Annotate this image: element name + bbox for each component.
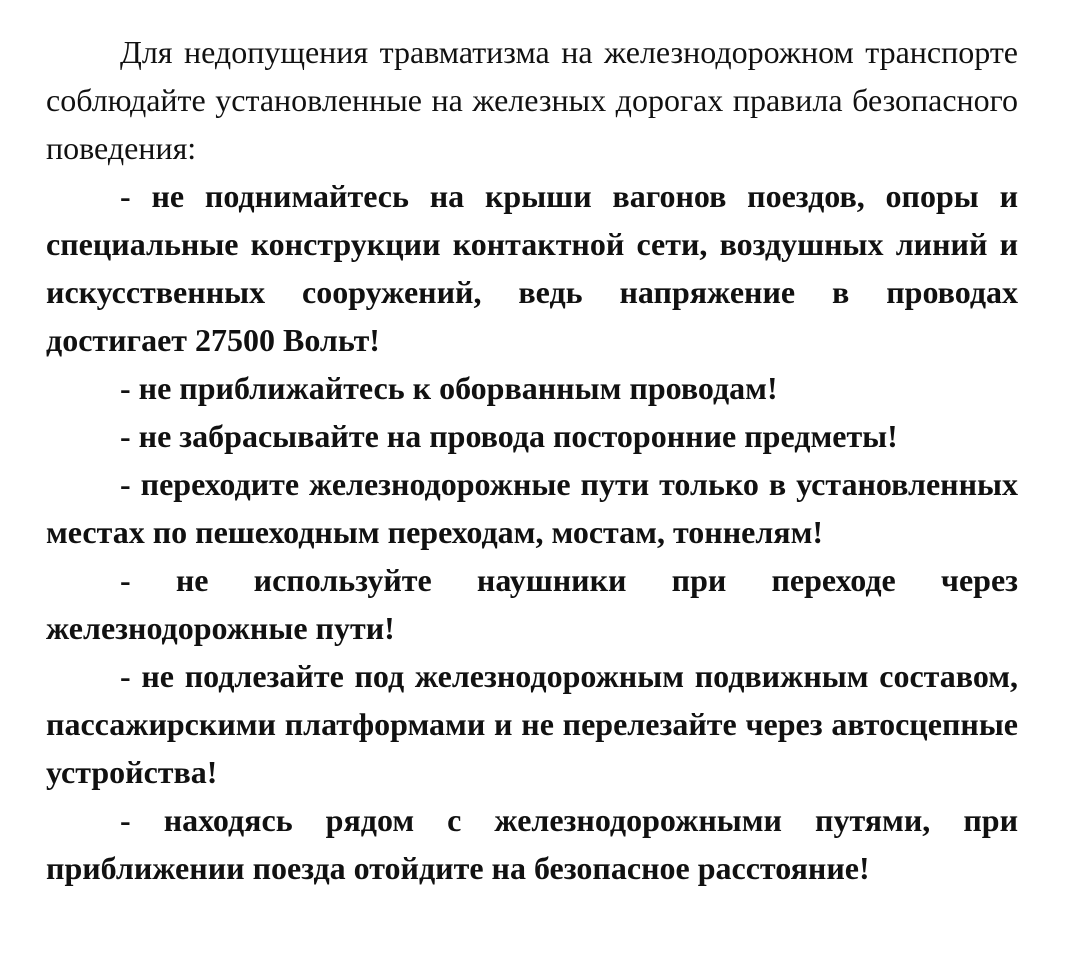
rule-throwing-objects: - не забрасывайте на провода посторонние предметы! bbox=[120, 418, 898, 454]
rule-safe-distance: - находясь рядом с железнодорожными путями, при приближении поезда отойдите на безопасное расстояние! bbox=[46, 802, 1018, 886]
rule-broken-wires: - не приближайтесь к оборванным проводам! bbox=[120, 370, 778, 406]
safety-rules-document bbox=[46, 28, 1018, 892]
rule-headphones: - не используйте наушники при переходе через железнодорожные пути! bbox=[46, 562, 1018, 646]
rule-crawling-under: - не подлезайте под железнодорожным подвижным составом, пассажирскими платформами и не перелезайте через автосцепные устройства! bbox=[46, 658, 1018, 790]
rule-roofs-and-wires: - не поднимайтесь на крыши вагонов поездов, опоры и специальные конструкции контактной сети, воздушных линий и искусственных сооружений, ведь напряжение в проводах достигает 27500 Вольт! bbox=[46, 178, 1018, 358]
intro-paragraph: Для недопущения травматизма на железнодорожном транспорте соблюдайте установленные на железных дорогах правила безопасного поведения: bbox=[46, 34, 1018, 166]
rule-crossing-places: - переходите железнодорожные пути только в установленных местах по пешеходным переходам, мостам, тоннелям! bbox=[46, 466, 1018, 550]
